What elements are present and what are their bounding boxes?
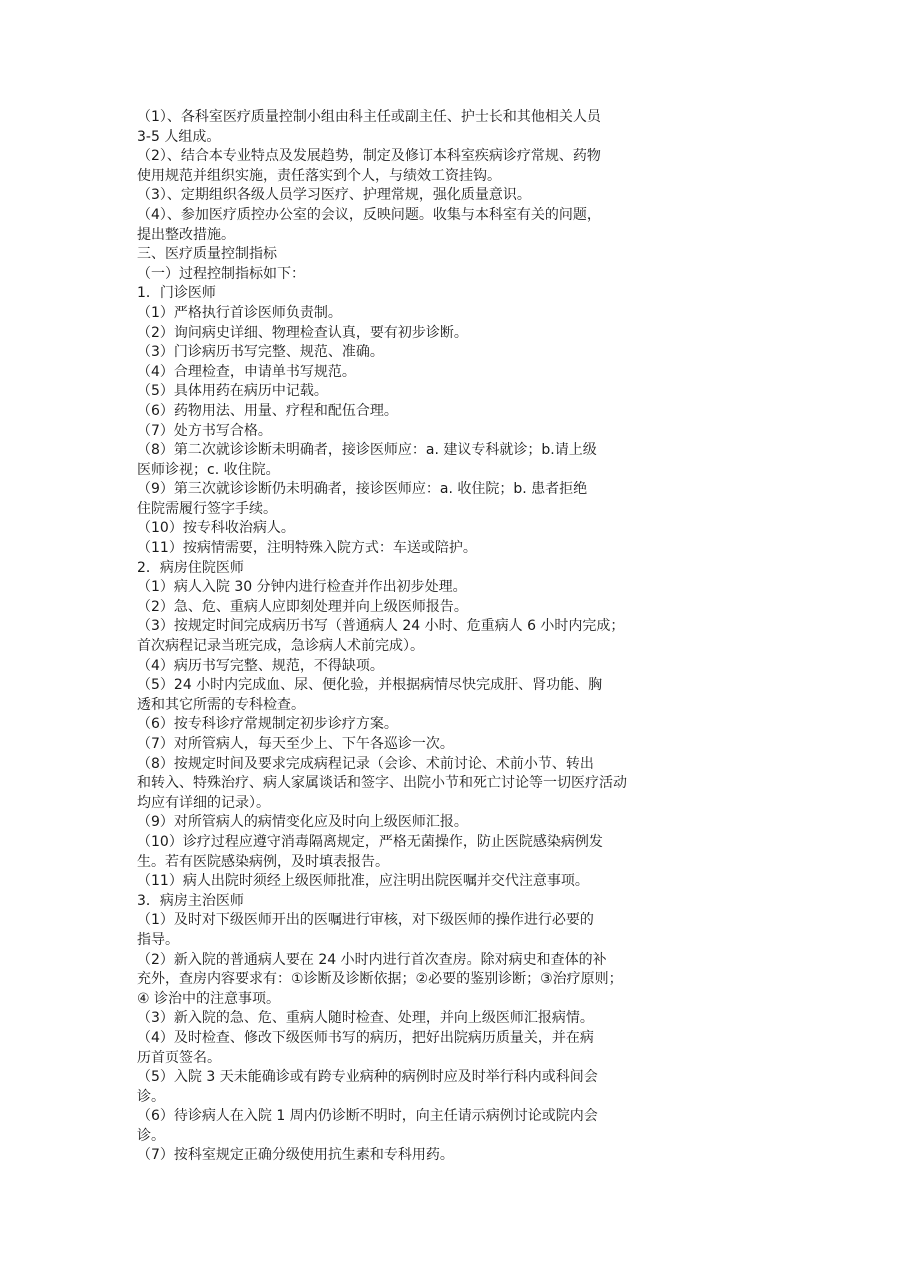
text-line: 历首页签名。: [137, 1049, 221, 1066]
text-line: （2）新入院的普通病人要在 24 小时内进行首次查房。除对病史和查体的补: [137, 951, 607, 968]
text-line: （11）病人出院时须经上级医师批准，应注明出院医嘱并交代注意事项。: [137, 873, 589, 890]
text-line: 2．病房住院医师: [137, 559, 244, 576]
text-line: 和转入、特殊治疗、病人家属谈话和签字、出院小节和死亡讨论等一切医疗活动: [137, 775, 627, 792]
text-line: （2）询问病史详细、物理检查认真，要有初步诊断。: [137, 324, 468, 341]
text-line: （3）、定期组织各级人员学习医疗、护理常规，强化质量意识。: [137, 187, 531, 204]
text-line: （1）及时对下级医师开出的医嘱进行审核，对下级医师的操作进行必要的: [137, 912, 594, 929]
text-line: （6）待诊病人在入院 1 周内仍诊断不明时，向主任请示病例讨论或院内会: [137, 1108, 598, 1125]
text-line: 诊。: [137, 1127, 165, 1144]
text-line: （1）病人入院 30 分钟内进行检查并作出初步处理。: [137, 579, 467, 596]
text-line: 充外，查房内容要求有：①诊断及诊断依据；②必要的鉴别诊断；③治疗原则；: [137, 971, 623, 988]
text-line: （3）新入院的急、危、重病人随时检查、处理，并向上级医师汇报病情。: [137, 1010, 594, 1027]
text-line: 诊。: [137, 1088, 165, 1105]
text-line: （4）病历书写完整、规范，不得缺项。: [137, 657, 384, 674]
text-line: （8）第二次就诊诊断未明确者，接诊医师应：a. 建议专科就诊；b.请上级: [137, 442, 597, 459]
text-line: （7）处方书写合格。: [137, 422, 272, 439]
text-line: （一）过程控制指标如下：: [137, 265, 305, 282]
text-line: （10）按专科收治病人。: [137, 520, 295, 537]
document-body: [137, 108, 737, 1166]
text-line: 1．门诊医师: [137, 285, 216, 302]
text-line: 3-5 人组成。: [137, 128, 221, 145]
text-line: （5）入院 3 天未能确诊或有跨专业病种的病例时应及时举行科内或科间会: [137, 1069, 598, 1086]
text-line: 均应有详细的记录）。: [137, 794, 270, 811]
text-line: （7）按科室规定正确分级使用抗生素和专科用药。: [137, 1147, 454, 1164]
text-line: （2）、结合本专业特点及发展趋势，制定及修订本科室疾病诊疗常规、药物: [137, 148, 601, 165]
text-line: （3）按规定时间完成病历书写（普通病人 24 小时、危重病人 6 小时内完成；: [137, 618, 625, 635]
text-line: （4）合理检查，申请单书写规范。: [137, 363, 356, 380]
text-line: 指导。: [137, 931, 179, 948]
text-line: 3．病房主治医师: [137, 892, 244, 909]
text-line: （6）按专科诊疗常规制定初步诊疗方案。: [137, 716, 398, 733]
text-line: （1）、各科室医疗质量控制小组由科主任或副主任、护士长和其他相关人员: [137, 109, 601, 125]
text-line: （4）及时检查、修改下级医师书写的病历，把好出院病历质量关，并在病: [137, 1029, 594, 1046]
text-line: （3）门诊病历书写完整、规范、准确。: [137, 344, 384, 361]
text-line: 使用规范并组织实施，责任落实到个人，与绩效工资挂钩。: [137, 167, 501, 184]
text-line: （7）对所管病人，每天至少上、下午各巡诊一次。: [137, 736, 454, 752]
text-line: （2）急、危、重病人应即刻处理并向上级医师报告。: [137, 598, 468, 615]
text-line: （1）严格执行首诊医师负责制。: [137, 304, 342, 321]
text-line: （8）按规定时间及要求完成病程记录（会诊、术前讨论、术前小节、转出: [137, 755, 594, 772]
text-line: 医师诊视；c. 收住院。: [137, 461, 280, 478]
text-line: （5）具体用药在病历中记载。: [137, 383, 328, 400]
text-line: （11）按病情需要，注明特殊入院方式：车送或陪护。: [137, 540, 477, 557]
text-line: ④ 诊治中的注意事项。: [137, 990, 281, 1007]
text-line: （5）24 小时内完成血、尿、便化验，并根据病情尽快完成肝、肾功能、胸: [137, 677, 603, 694]
text-line: 首次病程记录当班完成，急诊病人术前完成）。: [137, 638, 424, 655]
text-line: （9）对所管病人的病情变化应及时向上级医师汇报。: [137, 814, 468, 831]
text-line: 三、医疗质量控制指标: [137, 246, 277, 263]
text-line: （6）药物用法、用量、疗程和配伍合理。: [137, 402, 398, 419]
text-line: 提出整改措施。: [137, 226, 235, 243]
text-line: （9）第三次就诊诊断仍未明确者，接诊医师应：a. 收住院；b. 患者拒绝: [137, 481, 588, 498]
text-line: 透和其它所需的专科检查。: [137, 696, 305, 713]
text-line: （10）诊疗过程应遵守消毒隔离规定，严格无菌操作，防止医院感染病例发: [137, 833, 603, 850]
text-line: 住院需履行签字手续。: [137, 500, 277, 517]
text-line: （4）、参加医疗质控办公室的会议，反映问题。收集与本科室有关的问题，: [137, 206, 601, 223]
text-line: 生。若有医院感染病例，及时填表报告。: [137, 853, 389, 870]
